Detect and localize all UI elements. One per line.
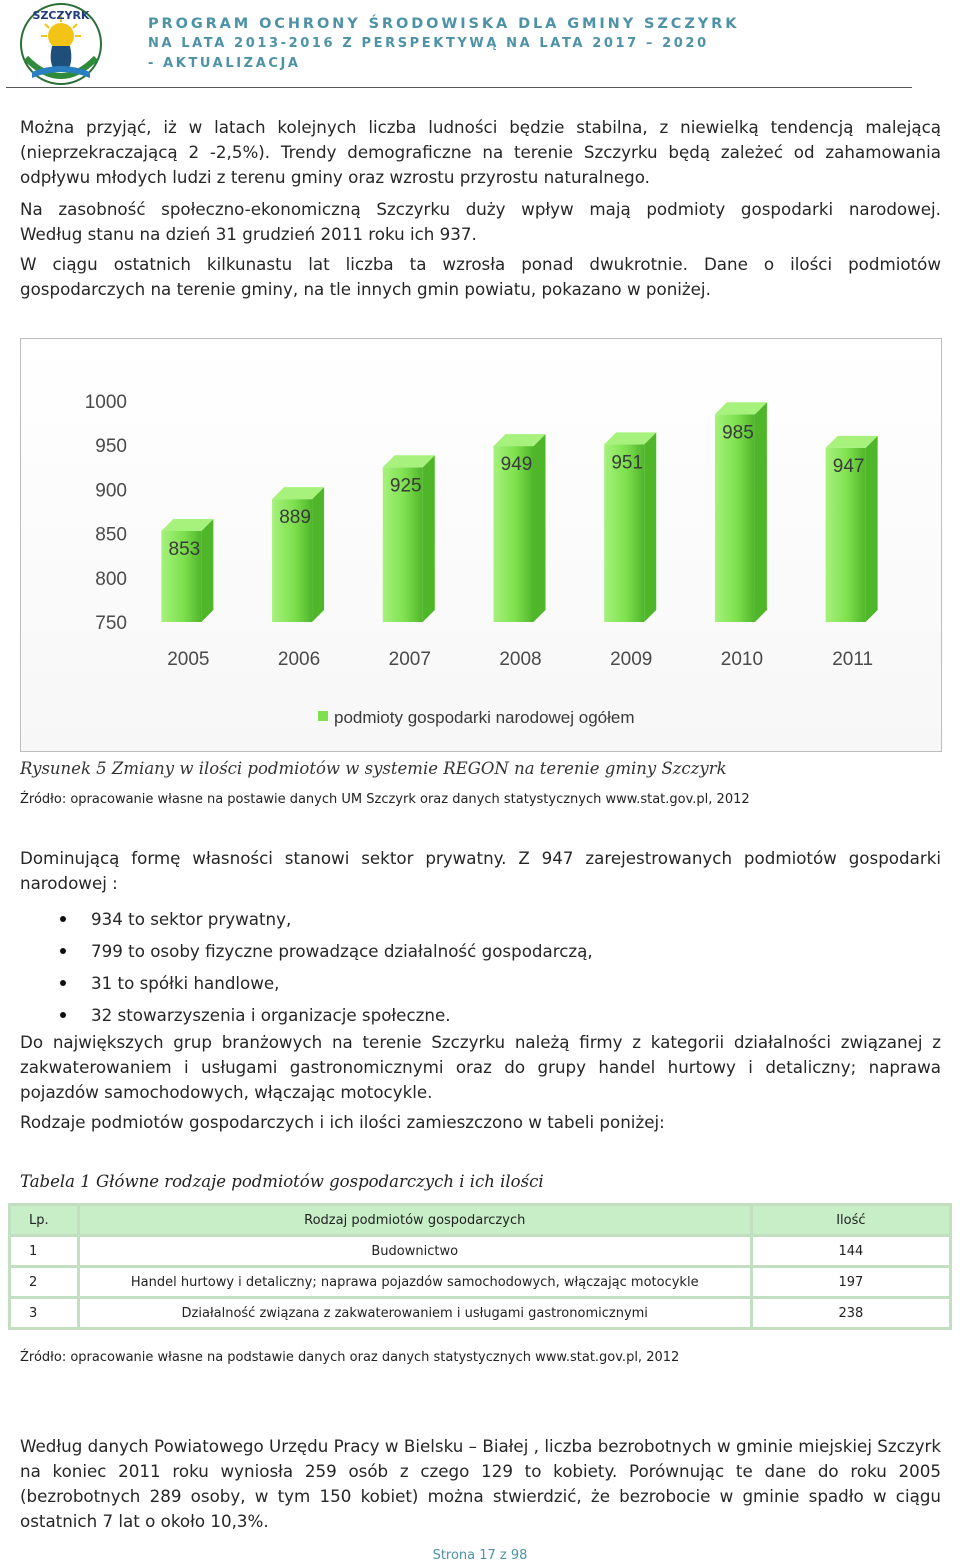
table-cell: 1 xyxy=(10,1236,79,1267)
bar-chart xyxy=(20,338,942,752)
paragraph-text: W ciągu ostatnich kilkunastu lat liczba ta wzrosła ponad dwukrotnie. Dane o ilości podmiotów xyxy=(20,254,941,274)
data-label: 889 xyxy=(279,507,311,529)
table-header-cell: Rodzaj podmiotów gospodarczych xyxy=(78,1205,751,1236)
paragraph-text: odpływu młodych ludzi z terenu gminy oraz wzrostu przyrostu naturalnego. xyxy=(20,167,650,187)
table-header-row xyxy=(10,1205,951,1236)
table-row xyxy=(10,1298,951,1329)
table-caption: Tabela 1 Główne rodzaje podmiotów gospodarczych i ich ilości xyxy=(20,1172,544,1191)
document-header xyxy=(148,14,739,74)
figure-source: Źródło: opracowanie własne na postawie danych UM Szczyrk oraz danych statystycznych www.stat.gov.pl, 2012 xyxy=(20,792,750,807)
table-cell: 3 xyxy=(10,1298,79,1329)
header-title: PROGRAM OCHRONY ŚRODOWISKA DLA GMINY SZCZYRK xyxy=(148,16,740,32)
table-header-cell: Lp. xyxy=(10,1205,79,1236)
table-header-cell: Ilość xyxy=(751,1205,950,1236)
bar-side xyxy=(201,519,213,622)
table-cell: 197 xyxy=(751,1267,950,1298)
szczyrk-logo xyxy=(18,2,104,86)
y-tick-label: 750 xyxy=(95,613,127,634)
table-cell: 144 xyxy=(751,1236,950,1267)
paragraph-table-intro: Rodzaje podmiotów gospodarczych i ich ilości zamieszczono w tabeli poniżej: xyxy=(20,1112,665,1132)
x-tick-label: 2008 xyxy=(499,649,542,670)
paragraph-economy xyxy=(20,197,941,247)
list-item: 31 to spółki handlowe, xyxy=(60,967,593,999)
table-cell: Handel hurtowy i detaliczny; naprawa pojazdów samochodowych, włączając motocykle xyxy=(78,1267,751,1298)
y-tick-label: 800 xyxy=(95,568,127,590)
x-tick-label: 2005 xyxy=(167,649,210,670)
table-row xyxy=(10,1267,951,1298)
paragraph-text: Na zasobność społeczno-ekonomiczną Szczyrku duży wpływ mają podmioty gospodarki narodowej. xyxy=(20,199,941,219)
bar-side xyxy=(644,432,656,622)
x-tick-label: 2007 xyxy=(388,649,431,670)
bullet-icon xyxy=(60,1012,66,1018)
paragraph-text: narodowej : xyxy=(20,873,118,893)
bar-chart-svg xyxy=(21,339,941,751)
table-cell: Budownictwo xyxy=(78,1236,751,1267)
bullet-icon xyxy=(60,980,66,986)
legend-label: podmioty gospodarki narodowej ogółem xyxy=(334,708,635,727)
data-label: 853 xyxy=(168,538,201,560)
table-cell: 238 xyxy=(751,1298,950,1329)
x-tick-label: 2009 xyxy=(610,649,653,670)
page-number: Strona 17 z 98 xyxy=(432,1548,528,1563)
paragraph-industries xyxy=(20,1030,941,1105)
paragraph-text: ostatnich 7 lat o około 10,3%. xyxy=(20,1511,269,1531)
paragraph-growth xyxy=(20,252,941,302)
table-row xyxy=(10,1236,951,1267)
bar-side xyxy=(755,402,767,622)
list-item: 934 to sektor prywatny, xyxy=(60,903,593,935)
paragraph-text: gospodarczych na terenie gminy, na tle innych gmin powiatu, pokazano w poniżej. xyxy=(20,279,711,299)
paragraph-text: Do największych grup branżowych na terenie Szczyrku należą firmy z kategorii działalności związanej z zakwaterowaniem i usługami gastronomicznymi oraz do grupy handel hurtowy i detaliczny; naprawa xyxy=(20,1032,941,1077)
paragraph-text: Według stanu na dzień 31 grudzień 2011 roku ich 937. xyxy=(20,224,477,244)
bar xyxy=(715,414,755,622)
table-cell: Działalność związana z zakwaterowaniem i usługami gastronomicznymi xyxy=(78,1298,751,1329)
x-tick-label: 2010 xyxy=(720,649,764,670)
paragraph-unemployment xyxy=(20,1434,941,1534)
data-label: 947 xyxy=(832,455,865,477)
y-tick-label: 850 xyxy=(95,524,127,546)
table-cell: 2 xyxy=(10,1267,79,1298)
svg-text:SZCZYRK: SZCZYRK xyxy=(32,9,90,22)
bullet-icon xyxy=(60,948,66,954)
list-item: 799 to osoby fizyczne prowadzące działalność gospodarczą, xyxy=(60,935,593,967)
business-types-table xyxy=(8,1203,952,1330)
ownership-list xyxy=(60,903,593,1031)
list-item: 32 stowarzyszenia i organizacje społeczne. xyxy=(60,999,593,1031)
header-update: - AKTUALIZACJA xyxy=(148,56,301,71)
bar-side xyxy=(866,436,878,622)
paragraph-demography xyxy=(20,115,941,190)
paragraph-text: pojazdów samochodowych, włączając motocykle. xyxy=(20,1082,433,1102)
data-label: 925 xyxy=(389,475,422,497)
paragraph-text: Według danych Powiatowego Urzędu Pracy w Bielsku – Białej , liczba bezrobotnych w gminie miejskiej Szczyrk na koniec 2011 roku wyniosła 259 osób z czego 129 to kobiety. Porównując te dane do roku 2005 (bezrobotnych 289 osoby, w tym 150 kobiet) można stwierdzić, że bezrobocie w gminie spadło w ciągu xyxy=(20,1436,941,1506)
bar-side xyxy=(423,455,435,622)
legend-swatch xyxy=(318,711,328,721)
y-tick-label: 1000 xyxy=(84,392,127,413)
data-label: 949 xyxy=(500,454,533,476)
header-subtitle: NA LATA 2013-2016 Z PERSPEKTYWĄ NA LATA 2017 – 2020 xyxy=(148,36,709,51)
data-label: 951 xyxy=(611,452,644,474)
bar-side xyxy=(312,487,324,622)
header-divider xyxy=(6,87,912,88)
paragraph-text: Można przyjąć, iż w latach kolejnych liczba ludności będzie stabilna, z niewielką tendencją malejącą (nieprzekraczającą 2 -2,5%). Trendy demograficzne na terenie Szczyrku będą zależeć od zahamowania xyxy=(20,117,941,162)
x-tick-label: 2006 xyxy=(277,649,321,670)
x-tick-label: 2011 xyxy=(832,649,874,670)
y-tick-label: 900 xyxy=(95,480,127,502)
bar-side xyxy=(534,434,546,622)
paragraph-ownership xyxy=(20,846,941,896)
y-tick-label: 950 xyxy=(95,436,127,458)
data-label: 985 xyxy=(722,422,754,444)
table-source: Źródło: opracowanie własne na podstawie danych oraz danych statystycznych www.stat.gov.pl, 2012 xyxy=(20,1350,680,1365)
bullet-icon xyxy=(60,916,66,922)
paragraph-text: Dominującą formę własności stanowi sektor prywatny. Z 947 zarejestrowanych podmiotów gospodarki xyxy=(20,848,941,868)
figure-caption: Rysunek 5 Zmiany w ilości podmiotów w systemie REGON na terenie gminy Szczyrk xyxy=(20,759,727,778)
